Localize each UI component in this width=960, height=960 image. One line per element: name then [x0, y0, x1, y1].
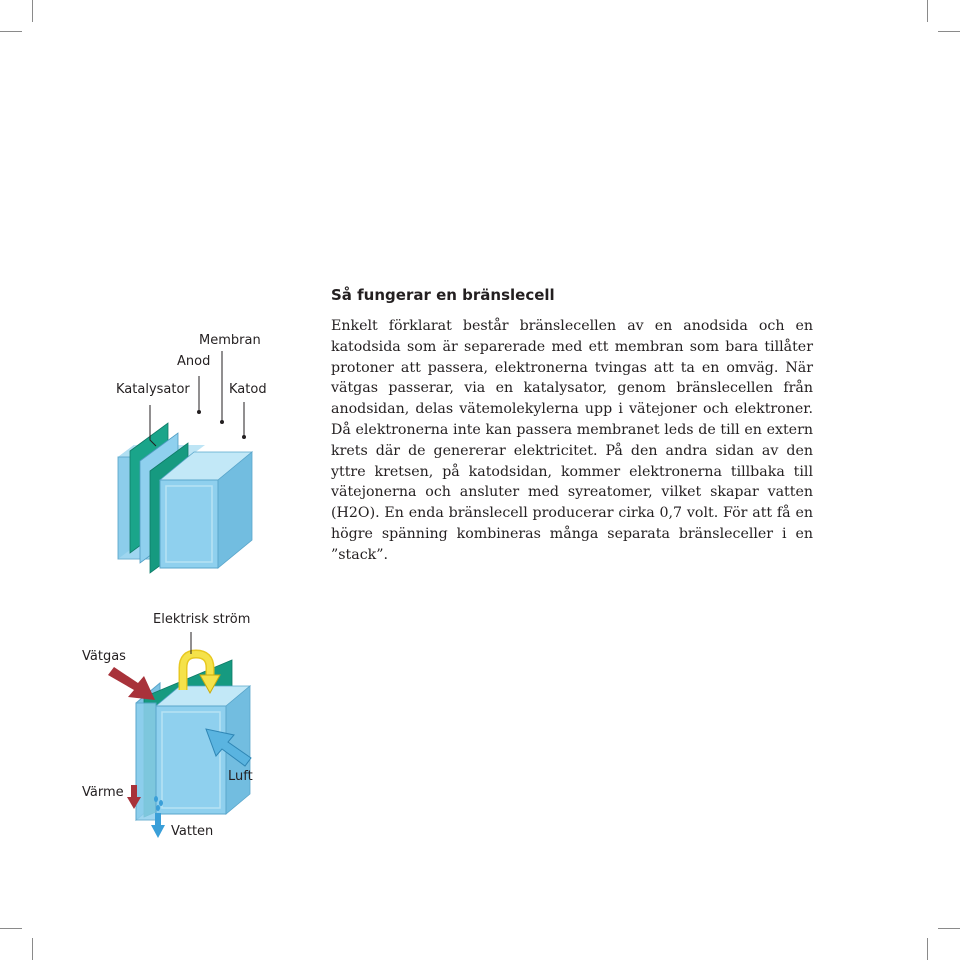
article-paragraph: Enkelt förklarat består bränslecellen av en anodsida och en katodsida som är separerade med ett membran som bara tillåter protoner att passera, elektronerna tvingas att ta en omväg. När vätgas passerar, via en katalysator, genom bränslecellen från anodsidan, delas vätemolekylerna upp i vätejoner och elektroner. Då elektronerna inte kan passera membranet leds de till en extern krets där de genererar elektricitet. På den andra sidan av den yttre kretsen, på katodsidan, kommer elektronerna tillbaka till vätejonerna och ansluter med syreatomer, vilket skapar vatten (H2O). En enda bränslecell producerar cirka 0,7 volt. För att få en högre spänning kombineras många separata bränsleceller i en ”stack”.: [331, 318, 813, 563]
label-vatten: Vatten: [171, 824, 214, 839]
label-varme: Värme: [82, 785, 124, 800]
label-membran: Membran: [199, 333, 261, 348]
label-vatgas: Vätgas: [82, 649, 126, 664]
label-katod: Katod: [229, 382, 267, 397]
label-luft: Luft: [228, 769, 253, 784]
label-anod: Anod: [177, 354, 211, 369]
fuel-cell-block: [136, 660, 250, 820]
label-katalysator: Katalysator: [116, 382, 190, 397]
label-elektrisk-strom: Elektrisk ström: [153, 612, 251, 627]
hydrogen-arrow: [108, 667, 155, 700]
article-title: Så fungerar en bränslecell: [331, 286, 555, 304]
